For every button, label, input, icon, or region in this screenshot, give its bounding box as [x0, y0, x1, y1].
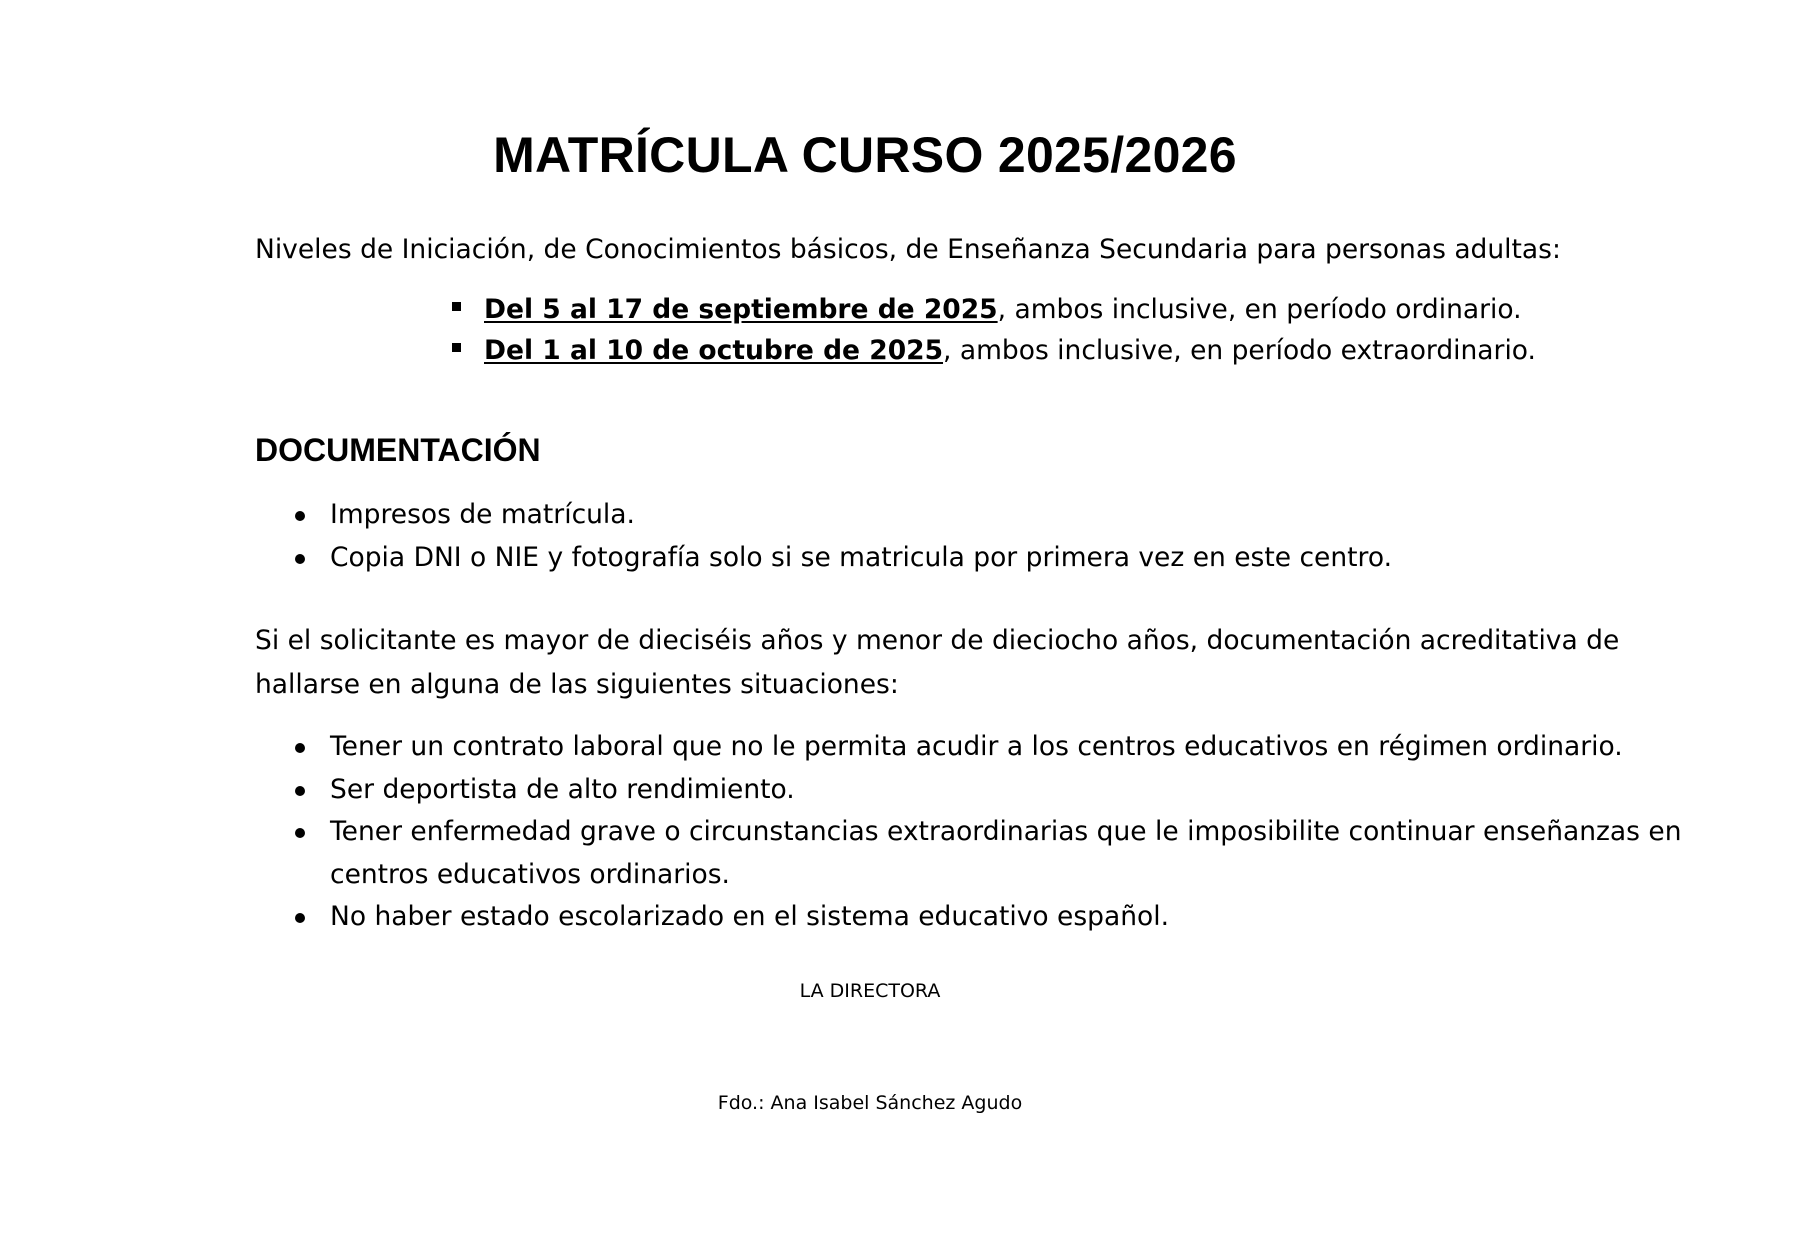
documentation-list [292, 494, 1712, 579]
enrollment-period-extraordinary [448, 330, 1536, 371]
levels-intro: Niveles de Iniciación, de Conocimientos básicos, de Enseñanza Secundaria para personas adultas: [255, 234, 1561, 265]
list-item: Tener enfermedad grave o circunstancias extraordinarias que le imposibilite continuar enseñanzas en centros educativos ordinarios. [292, 811, 1712, 896]
period-dates: Del 1 al 10 de octubre de 2025 [484, 335, 944, 366]
signature-name: Fdo.: Ana Isabel Sánchez Agudo [717, 1092, 1023, 1114]
list-item: Ser deportista de alto rendimiento. [292, 769, 1712, 812]
document-title: MATRÍCULA CURSO 2025/2026 [493, 127, 1237, 183]
period-description: , ambos inclusive, en período extraordinario. [943, 335, 1536, 366]
list-item: No haber estado escolarizado en el sistema educativo español. [292, 896, 1712, 939]
list-item: Tener un contrato laboral que no le permita acudir a los centros educativos en régimen ordinario. [292, 726, 1712, 769]
list-item: Copia DNI o NIE y fotografía solo si se matricula por primera vez en este centro. [292, 537, 1712, 580]
enrollment-period-ordinary [448, 289, 1536, 330]
signature-role: LA DIRECTORA [799, 980, 941, 1002]
period-dates: Del 5 al 17 de septiembre de 2025 [484, 294, 998, 325]
documentation-heading: DOCUMENTACIÓN [255, 432, 541, 468]
list-item: Impresos de matrícula. [292, 494, 1712, 537]
enrollment-periods-list [448, 289, 1536, 371]
period-description: , ambos inclusive, en período ordinario. [997, 294, 1522, 325]
situations-list [292, 726, 1712, 939]
conditions-intro: Si el solicitante es mayor de dieciséis años y menor de dieciocho años, documentación acreditativa de hallarse en alguna de las siguientes situaciones: [255, 625, 1620, 700]
